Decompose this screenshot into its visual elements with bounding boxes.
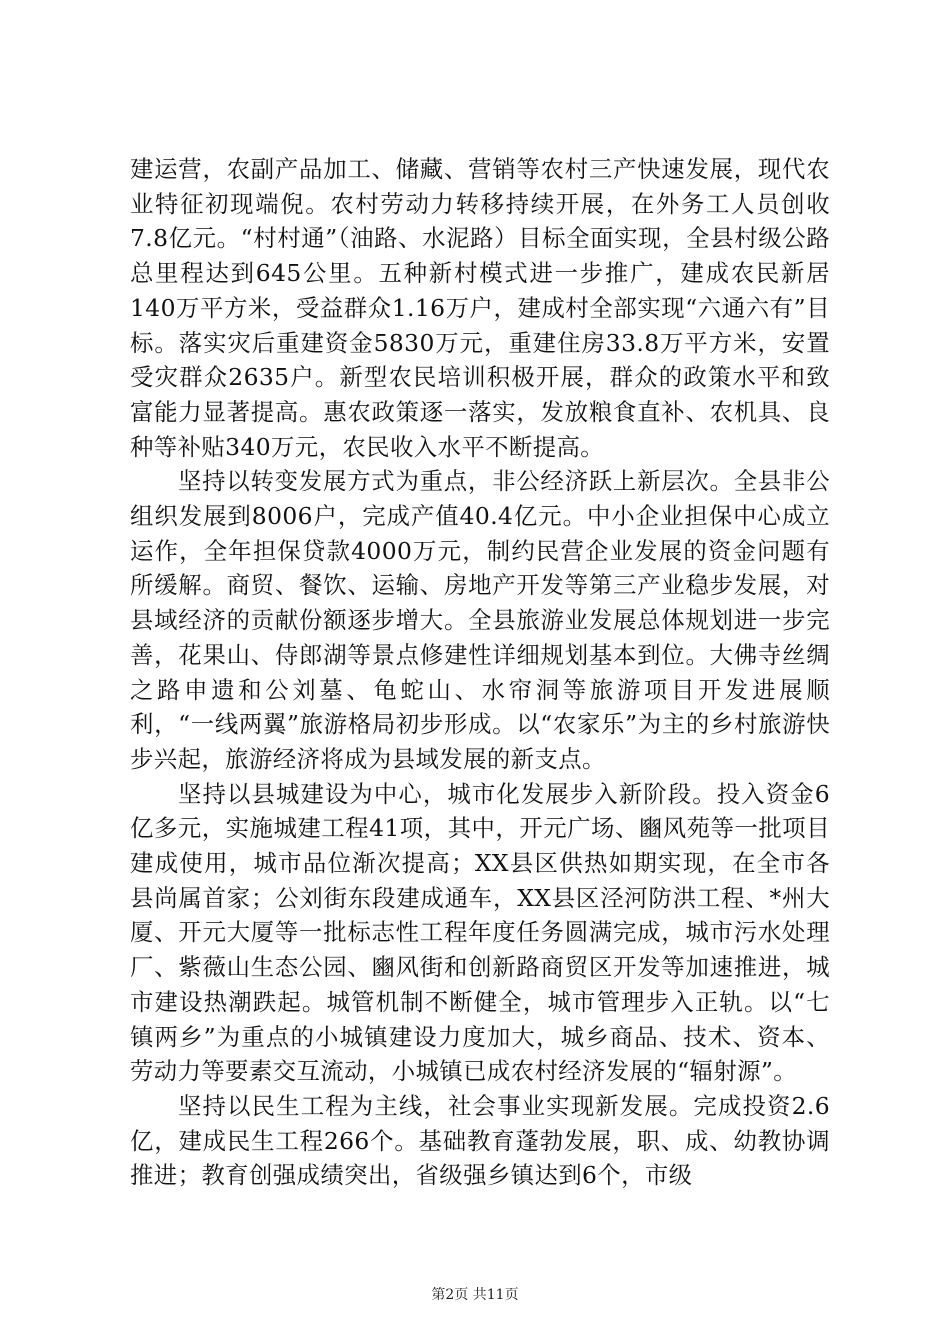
page-number-footer: 第2页 共11页 (431, 1287, 519, 1303)
document-body (130, 152, 830, 1193)
paragraph-livelihood: 坚持以民生工程为主线，社会事业实现新发展。完成投资2.6亿，建成民生工程266个。基础教育蓬勃发展，职、成、幼教协调推进；教育创强成绩突出，省级强乡镇达到6个，市级 (130, 1091, 830, 1190)
paragraph-agriculture: 建运营，农副产品加工、储藏、营销等农村三产快速发展，现代农业特征初现端倪。农村劳动力转移持续开展，在外务工人员创收7.8亿元。“村村通”（油路、水泥路）目标全面实现，全县村级公路总里程达到645公里。五种新村模式进一步推广，建成农民新居140万平方米，受益群众1.16万户，建成村全部实现“六通六有”目标。落实灾后重建资金5830万元，重建住房33.8万平方米，安置受灾群众2635户。新型农民培训积极开展，群众的政策水平和致富能力显著提高。惠农政策逐一落实，发放粮食直补、农机具、良种等补贴340万元，农民收入水平不断提高。 (130, 155, 830, 461)
paragraph-urbanization: 坚持以县城建设为中心，城市化发展步入新阶段。投入资金6亿多元，实施城建工程41项，其中，开元广场、豳风苑等一批项目建成使用，城市品位渐次提高；XX县区供热如期实现，在全市各县尚属首家；公刘街东段建成通车，XX县区泾河防洪工程、*州大厦、开元大厦等一批标志性工程年度任务圆满完成，城市污水处理厂、紫薇山生态公园、豳风街和创新路商贸区开发等加速推进，城市建设热潮跌起。城管机制不断健全，城市管理步入正轨。以“七镇两乡”为重点的小城镇建设力度加大，城乡商品、技术、资本、劳动力等要素交互流动，小城镇已成农村经济发展的“辐射源”。 (130, 779, 830, 1086)
paragraph-private-economy: 坚持以转变发展方式为重点，非公经济跃上新层次。全县非公组织发展到8006户，完成产值40.4亿元。中小企业担保中心成立运作，全年担保贷款4000万元，制约民营企业发展的资金问题有所缓解。商贸、餐饮、运输、房地产开发等第三产业稳步发展，对县域经济的贡献份额逐步增大。全县旅游业发展总体规划进一步完善，花果山、侍郎湖等景点修建性详细规划基本到位。大佛寺丝绸之路申遗和公刘墓、龟蛇山、水帘洞等旅游项目开发进展顺利，“一线两翼”旅游格局初步形成。以“农家乐”为主的乡村旅游快步兴起，旅游经济将成为县域发展的新支点。 (130, 467, 830, 773)
